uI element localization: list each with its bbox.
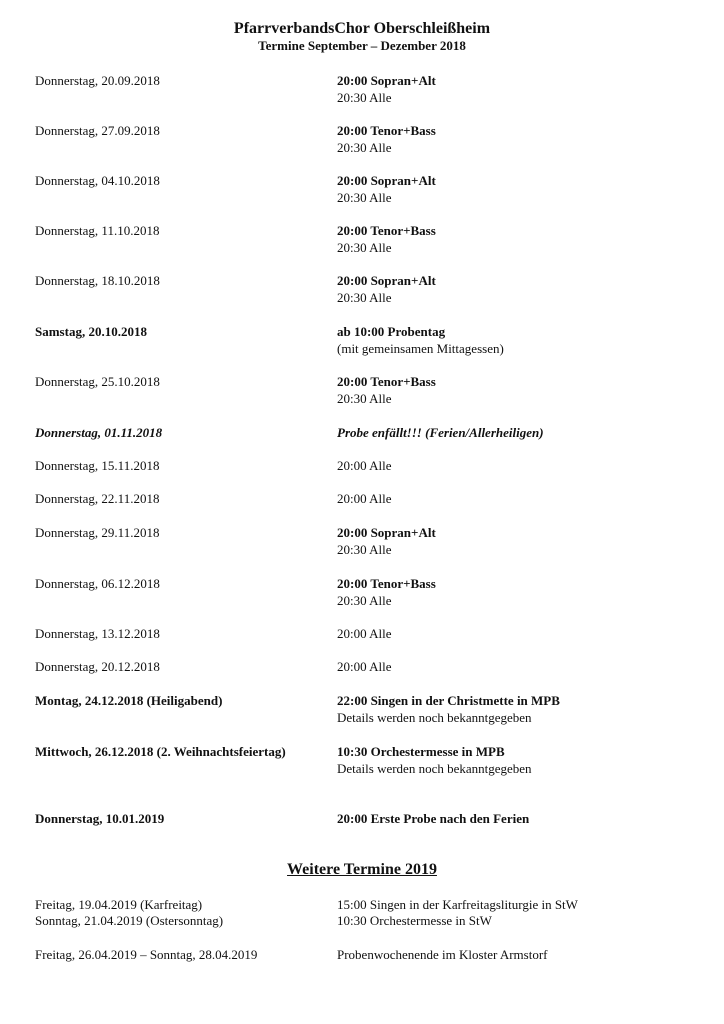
schedule-time: ab 10:00 Probentag bbox=[337, 324, 446, 339]
extra-info: 10:30 Orchestermesse in StW bbox=[337, 913, 492, 928]
schedule-date: Donnerstag, 06.12.2018 bbox=[35, 576, 160, 591]
page-subtitle: Termine September – Dezember 2018 bbox=[258, 38, 466, 53]
schedule-note: Details werden noch bekanntgegeben bbox=[337, 710, 532, 725]
schedule-date: Montag, 24.12.2018 (Heiligabend) bbox=[35, 693, 223, 708]
extra-date: Freitag, 26.04.2019 – Sonntag, 28.04.2019 bbox=[35, 947, 258, 962]
schedule-time: 20:00 Sopran+Alt bbox=[337, 525, 436, 540]
section-heading bbox=[0, 860, 724, 880]
schedule-time: 22:00 Singen in der Christmette in MPB bbox=[337, 693, 560, 708]
schedule-time: 20:00 Alle bbox=[337, 491, 392, 506]
schedule-time: 20:00 Tenor+Bass bbox=[337, 223, 436, 238]
schedule-note: 20:30 Alle bbox=[337, 593, 392, 608]
schedule-date: Donnerstag, 18.10.2018 bbox=[35, 273, 160, 288]
schedule-date: Donnerstag, 01.11.2018 bbox=[35, 425, 163, 440]
schedule-note: 20:30 Alle bbox=[337, 240, 392, 255]
schedule-date: Donnerstag, 25.10.2018 bbox=[35, 374, 160, 389]
section-heading-text: Weitere Termine 2019 bbox=[287, 861, 437, 878]
schedule-time: 20:00 Tenor+Bass bbox=[337, 374, 436, 389]
extra-date: Freitag, 19.04.2019 (Karfreitag) bbox=[35, 897, 203, 912]
schedule-date: Donnerstag, 20.09.2018 bbox=[35, 73, 160, 88]
schedule-date: Donnerstag, 04.10.2018 bbox=[35, 173, 160, 188]
schedule-date: Mittwoch, 26.12.2018 (2. Weihnachtsfeiertag) bbox=[35, 744, 286, 759]
schedule-time: 20:00 Sopran+Alt bbox=[337, 73, 436, 88]
schedule-date: Donnerstag, 22.11.2018 bbox=[35, 491, 160, 506]
schedule-date: Donnerstag, 10.01.2019 bbox=[35, 811, 165, 826]
schedule-time: 20:00 Alle bbox=[337, 659, 392, 674]
schedule-date: Donnerstag, 20.12.2018 bbox=[35, 659, 160, 674]
schedule-date: Donnerstag, 15.11.2018 bbox=[35, 458, 160, 473]
schedule-note: 20:30 Alle bbox=[337, 391, 392, 406]
schedule-note: 20:30 Alle bbox=[337, 542, 392, 557]
schedule-time: 20:00 Sopran+Alt bbox=[337, 273, 436, 288]
schedule-note: 20:30 Alle bbox=[337, 290, 392, 305]
extra-info: 15:00 Singen in der Karfreitagsliturgie in StW bbox=[337, 897, 578, 912]
schedule-time: 20:00 Alle bbox=[337, 626, 392, 641]
schedule-time: 20:00 Alle bbox=[337, 458, 392, 473]
schedule-time: 20:00 Erste Probe nach den Ferien bbox=[337, 811, 530, 826]
schedule-date: Donnerstag, 29.11.2018 bbox=[35, 525, 160, 540]
schedule-cancel-note: Probe enfällt!!! (Ferien/Allerheiligen) bbox=[337, 425, 544, 440]
schedule-date: Donnerstag, 13.12.2018 bbox=[35, 626, 160, 641]
schedule-date: Donnerstag, 27.09.2018 bbox=[35, 123, 160, 138]
schedule-note: 20:30 Alle bbox=[337, 140, 392, 155]
extra-date: Sonntag, 21.04.2019 (Ostersonntag) bbox=[35, 913, 224, 928]
schedule-note: 20:30 Alle bbox=[337, 90, 392, 105]
extra-info: Probenwochenende im Kloster Armstorf bbox=[337, 947, 548, 962]
schedule-note: Details werden noch bekanntgegeben bbox=[337, 761, 532, 776]
schedule-date: Donnerstag, 11.10.2018 bbox=[35, 223, 160, 238]
schedule-note: 20:30 Alle bbox=[337, 190, 392, 205]
schedule-time: 20:00 Sopran+Alt bbox=[337, 173, 436, 188]
schedule-time: 20:00 Tenor+Bass bbox=[337, 123, 436, 138]
schedule-note: (mit gemeinsamen Mittagessen) bbox=[337, 341, 504, 356]
schedule-date: Samstag, 20.10.2018 bbox=[35, 324, 147, 339]
page-title: PfarrverbandsChor Oberschleißheim bbox=[233, 20, 491, 37]
schedule-time: 10:30 Orchestermesse in MPB bbox=[337, 744, 505, 759]
schedule-time: 20:00 Tenor+Bass bbox=[337, 576, 436, 591]
